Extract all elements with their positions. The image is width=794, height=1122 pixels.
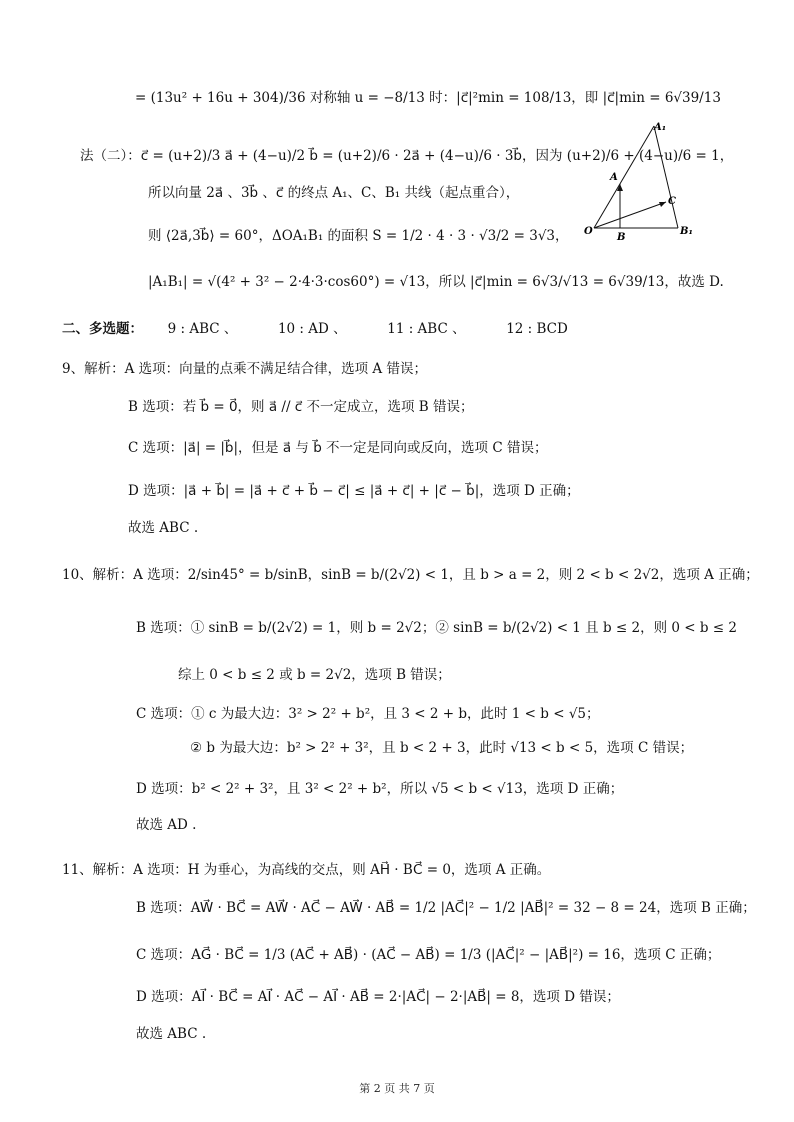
q9-end: 故选 ABC .	[128, 520, 199, 536]
q11-end: 故选 ABC .	[136, 1026, 207, 1042]
q10-end: 故选 AD .	[136, 817, 197, 833]
q9-d: D 选项：|a⃗ + b⃗| = |a⃗ + c⃗ + b⃗ − c⃗| ≤ |a⃗ + c⃗| + |c⃗ − b⃗|，选项 D 正确；	[128, 483, 580, 499]
area-line: 则 ⟨2a⃗,3b⃗⟩ = 60°，ΔOA₁B₁ 的面积 S = 1/2 · 4 · 3 · √3/2 = 3√3，	[148, 228, 569, 244]
label-b1: B₁	[680, 226, 693, 237]
q10-c2: ② b 为最大边：b² > 2² + 3²，且 b < 2 + 3，此时 √13 < b < 5，选项 C 错误；	[190, 740, 694, 756]
page-footer: 第 2 页 共 7 页	[359, 1082, 435, 1095]
method1-result-line: = (13u² + 16u + 304)/36 对称轴 u = −8/13 时：|c⃗|²min = 108/13，即 |c⃗|min = 6√39/13	[135, 90, 721, 106]
answer-12: 12 : BCD	[506, 321, 568, 337]
label-o: O	[584, 226, 593, 237]
answer-9: 9 : ABC 、	[167, 321, 238, 337]
method2-line: 法（二）：c⃗ = (u+2)/3 a⃗ + (4−u)/2 b⃗ = (u+2)/6 · 2a⃗ + (4−u)/6 · 3b⃗，因为 (u+2)/6 + (4−u)/6 = 1，	[80, 148, 734, 164]
section-title: 二、多选题：	[62, 321, 143, 337]
q9-c: C 选项：|a⃗| = |b⃗|，但是 a⃗ 与 b⃗ 不一定是同向或反向，选项 C 错误；	[128, 440, 548, 456]
q10-b2: 综上 0 < b ≤ 2 或 b = 2√2，选项 B 错误；	[178, 667, 451, 683]
answer-11: 11 : ABC 、	[387, 321, 466, 337]
answer-10: 10 : AD 、	[277, 321, 347, 337]
collinear-line: 所以向量 2a⃗ 、3b⃗ 、c⃗ 的终点 A₁、C、B₁ 共线（起点重合），	[148, 185, 520, 201]
label-b: B	[617, 232, 626, 243]
q9-a: 9、解析：A 选项：向量的点乘不满足结合律，选项 A 错误；	[62, 361, 427, 377]
q11-b: B 选项：AW⃗ · BC⃗ = AW⃗ · AC⃗ − AW⃗ · AB⃗ = 1/2 |AC⃗|² − 1/2 |AB⃗|² = 32 − 8 = 24，选项 B 正确；	[136, 900, 756, 916]
vector-triangle-figure	[582, 116, 702, 246]
label-c: C	[668, 196, 676, 207]
section-two-header	[62, 319, 568, 339]
length-line: |A₁B₁| = √(4² + 3² − 2·4·3·cos60°) = √13，所以 |c⃗|min = 6√3/√13 = 6√39/13，故选 D.	[148, 274, 724, 290]
q11-a: 11、解析：A 选项：H 为垂心，为高线的交点，则 AH⃗ · BC⃗ = 0，选项 A 正确。	[62, 862, 551, 878]
q11-d: D 选项：AI⃗ · BC⃗ = AI⃗ · AC⃗ − AI⃗ · AB⃗ = 2·|AC⃗| − 2·|AB⃗| = 8，选项 D 错误；	[136, 989, 620, 1005]
q10-c1: C 选项：① c 为最大边：3² > 2² + b²，且 3 < 2 + b，此时 1 < b < √5；	[136, 706, 600, 722]
q11-c: C 选项：AG⃗ · BC⃗ = 1/3 (AC⃗ + AB⃗) · (AC⃗ − AB⃗) = 1/3 (|AC⃗|² − |AB⃗|²) = 16，选项 C 正确；	[136, 947, 721, 963]
q9-b: B 选项：若 b⃗ = 0⃗，则 a⃗ // c⃗ 不一定成立，选项 B 错误；	[128, 399, 474, 415]
q10-b1: B 选项：① sinB = b/(2√2) = 1，则 b = 2√2；② sinB = b/(2√2) < 1 且 b ≤ 2，则 0 < b ≤ 2	[136, 620, 737, 636]
q10-a: 10、解析：A 选项：2/sin45° = b/sinB，sinB = b/(2√2) < 1，且 b > a = 2，则 2 < b < 2√2，选项 A 正确；	[62, 567, 759, 583]
q10-d: D 选项：b² < 2² + 3²，且 3² < 2² + b²，所以 √5 < b < √13，选项 D 正确；	[136, 781, 624, 797]
label-a: A	[610, 172, 618, 183]
label-a1: A₁	[654, 122, 667, 133]
